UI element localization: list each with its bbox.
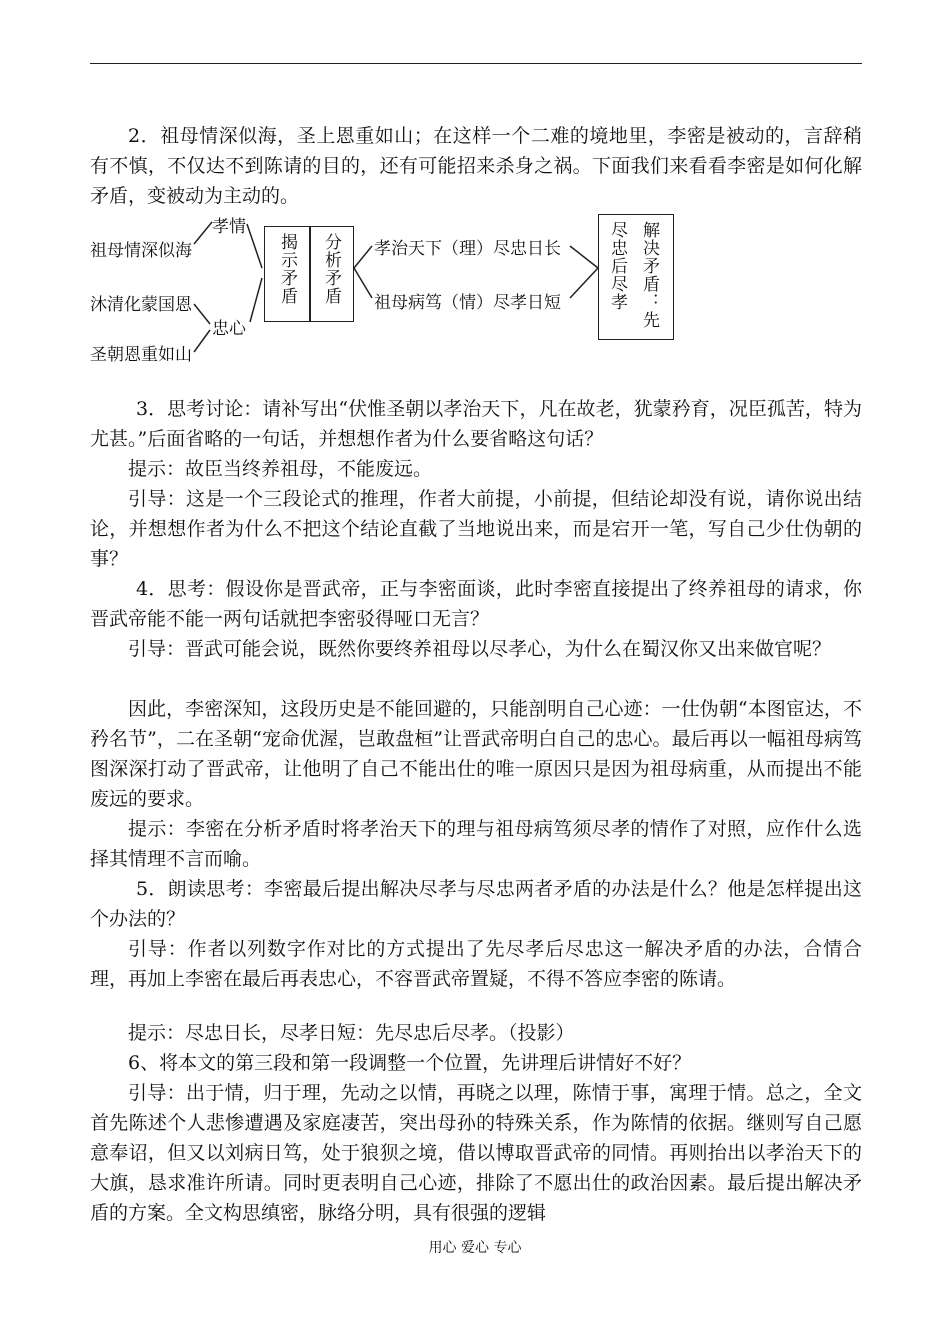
analysis-box-divider xyxy=(309,227,311,321)
paragraph-4: 4．思考：假设你是晋武帝，正与李密面谈，此时李密直接提出了终养祖母的请求，你晋武帝能不能一两句话就把李密驳得哑口无言？ xyxy=(90,578,862,630)
paragraph-5: 5．朗读思考：李密最后提出解决尽孝与尽忠两者矛盾的办法是什么？他是怎样提出这个办法的？ xyxy=(90,878,862,930)
paragraph-3: 3．思考讨论：请补写出“伏惟圣朝以孝治天下，凡在故老，犹蒙矜育，况臣孤苦，特为尤甚。”后面省略的一句话，并想想作者为什么要省略这句话？ xyxy=(90,398,862,450)
header-rule xyxy=(90,63,862,64)
hint-5: 提示：尽忠日长，尽孝日短：先尽忠后尽孝。（投影） xyxy=(128,1022,575,1044)
solution-box xyxy=(598,214,674,340)
contradiction-diagram xyxy=(82,206,682,366)
label-emperor-grace: 圣朝恩重如山 xyxy=(90,345,192,365)
label-loyalty: 忠心 xyxy=(212,319,246,339)
guide-3: 引导：这是一个三段论式的推理，作者大前提，小前提，但结论却没有说，请你说出结论，并想想作者为什么不把这个结论直截了当地说出来，而是宕开一笔，写自己少仕伪朝的事？ xyxy=(90,488,862,570)
paragraph-2: 2．祖母情深似海，圣上恩重如山；在这样一个二难的境地里，李密是被动的，言辞稍有不慎，不仅达不到陈请的目的，还有可能招来杀身之祸。下面我们来看看李密是如何化解矛盾，变被动为主动的。 xyxy=(90,125,862,207)
label-grandmother-ill: 祖母病笃（情）尽孝日短 xyxy=(374,293,561,313)
label-rule-by-filial: 孝治天下（理）尽忠日长 xyxy=(374,239,561,259)
box-analyze-contradiction: 分析矛盾 xyxy=(321,233,341,305)
hint-4: 提示：李密在分析矛盾时将孝治天下的理与祖母病笃须尽孝的情作了对照，应作什么选择其情理不言而喻。 xyxy=(90,818,862,870)
hint-3: 提示：故臣当终养祖母，不能废远。 xyxy=(128,458,433,480)
label-filial-love: 孝情 xyxy=(212,217,246,237)
paragraph-6: 6、将本文的第三段和第一段调整一个位置，先讲理后讲情好不好？ xyxy=(128,1052,692,1074)
box-reveal-contradiction: 揭示矛盾 xyxy=(277,233,297,305)
analysis-box xyxy=(264,226,354,322)
guide-4: 引导：晋武可能会说，既然你要终养祖母以尽孝心，为什么在蜀汉你又出来做官呢？ xyxy=(128,638,832,660)
solution-text-col-left: 尽忠后尽孝 xyxy=(607,221,627,311)
paragraph-history: 因此，李密深知，这段历史是不能回避的，只能剖明自己心迹：一仕伪朝“本图宦达，不矜名节”，二在圣朝“宠命优渥，岂敢盘桓”让晋武帝明白自己的忠心。最后再以一幅祖母病笃图深深打动了晋武帝，让他明了自己不能出仕的唯一原因只是因为祖母病重，从而提出不能废远的要求。 xyxy=(90,698,862,810)
guide-6: 引导：出于情，归于理，先动之以情，再晓之以理，陈情于事，寓理于情。总之，全文首先陈述个人悲惨遭遇及家庭凄苦，突出母孙的特殊关系，作为陈情的依据。继则写自己愿意奉诏，但又以刘病日笃，处于狼狈之境，借以博取晋武帝的同情。再则抬出以孝治天下的大旗，恳求准许所请。同时更表明自己心迹，排除了不愿出仕的政治因素。最后提出解决矛盾的方案。全文构思缜密，脉络分明，具有很强的逻辑 xyxy=(90,1082,862,1224)
guide-5: 引导：作者以列数字作对比的方式提出了先尽孝后尽忠这一解决矛盾的办法，合情合理，再加上李密在最后再表忠心，不容晋武帝置疑，不得不答应李密的陈请。 xyxy=(90,938,862,990)
label-grandmother-love: 祖母情深似海 xyxy=(90,241,192,261)
label-national-grace: 沐清化蒙国恩 xyxy=(90,295,192,315)
page-footer: 用心 爱心 专心 xyxy=(428,1240,522,1256)
solution-text-col-right: 解决矛盾：先 xyxy=(639,221,659,329)
